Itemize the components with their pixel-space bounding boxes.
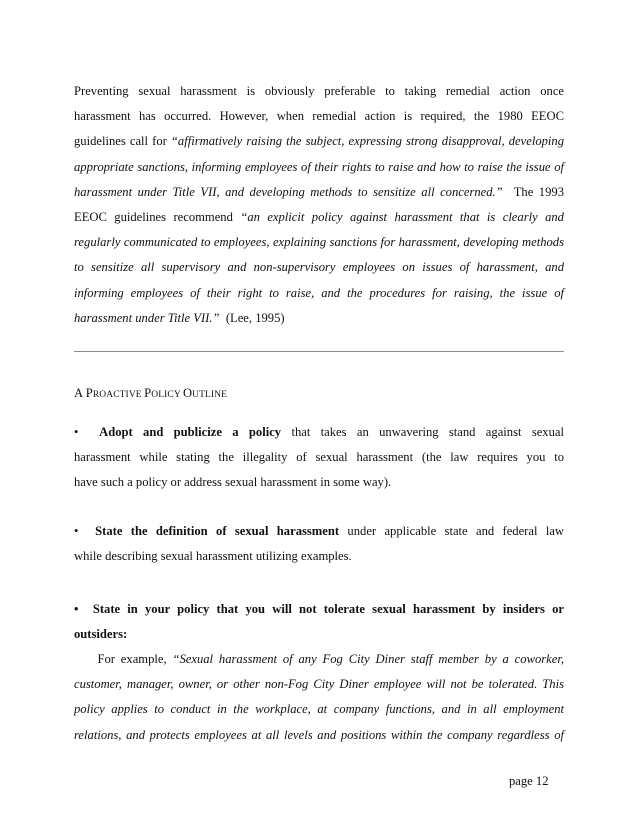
example-paragraph (74, 647, 564, 748)
section-divider (74, 351, 564, 352)
page-number: page 12 (509, 774, 549, 788)
text-line: appropriate sanctions, informing employees of their rights to raise and how to raise the issue of (74, 159, 564, 174)
text-line: regularly communicated to employees, explaining sanctions for harassment, developing methods (74, 235, 564, 250)
intro-paragraph (74, 79, 564, 331)
text-line: harassment under Title VII, and developing methods to sensitize all concerned.” The 1993 (74, 184, 564, 199)
bullet-icon: • (74, 524, 79, 538)
text-line: For example, “Sexual harassment of any Fog City Diner staff member by a coworker, (97, 652, 564, 666)
text-line: have such a policy or address sexual harassment in some way). (74, 475, 392, 490)
bullet-icon: • (74, 602, 79, 616)
citation: (Lee, 1995) (225, 310, 285, 325)
quote-1993-guidelines: “an explicit policy against harassment that is clearly and (240, 209, 564, 224)
text-line: Preventing sexual harassment is obviously preferable to taking remedial action once (74, 84, 564, 98)
text-line: customer, manager, owner, or other non-Fog City Diner employee will not be tolerated. This (74, 677, 564, 692)
text-line: to sensitize all supervisory and non-supervisory employees on issues of harassment, and (74, 260, 564, 275)
text-line: • Adopt and publicize a policy that takes an unwavering stand against sexual (74, 425, 564, 439)
text-line: harassment while stating the illegality of sexual harassment (the law requires you to (74, 450, 564, 465)
bullet-icon: • (74, 425, 79, 439)
bullet-not-tolerate (74, 597, 564, 647)
bullet-adopt-policy (74, 420, 564, 496)
quote-1980-guidelines: “affirmatively raising the subject, expressing strong disapproval, developing (170, 134, 565, 149)
text-line: EEOC guidelines recommend “an explicit policy against harassment that is clearly and (74, 209, 564, 224)
text-line: informing employees of their right to raise, and the procedures for raising, the issue of (74, 285, 564, 300)
text-line: policy applies to conduct in the workplace, at company functions, and in all employment (74, 702, 564, 717)
text-line: outsiders: (74, 627, 128, 642)
text-line: while describing sexual harassment utilizing examples. (74, 549, 352, 564)
text-line: harassment has occurred. However, when remedial action is required, the 1980 EEOC (74, 109, 564, 124)
text-line: • State in your policy that you will not tolerate sexual harassment by insiders or (74, 602, 565, 616)
bullet-definition (74, 519, 564, 569)
section-heading: A PROACTIVE POLICY OUTLINE (74, 386, 228, 400)
text-line: • State the definition of sexual harassment under applicable state and federal law (74, 524, 564, 538)
text-line: relations, and protects employees at all levels and positions within the company regardless of (74, 727, 564, 742)
text-line: guidelines call for “affirmatively raising the subject, expressing strong disapproval, developing (74, 134, 565, 149)
text-line: harassment under Title VII.” (Lee, 1995) (74, 310, 285, 325)
